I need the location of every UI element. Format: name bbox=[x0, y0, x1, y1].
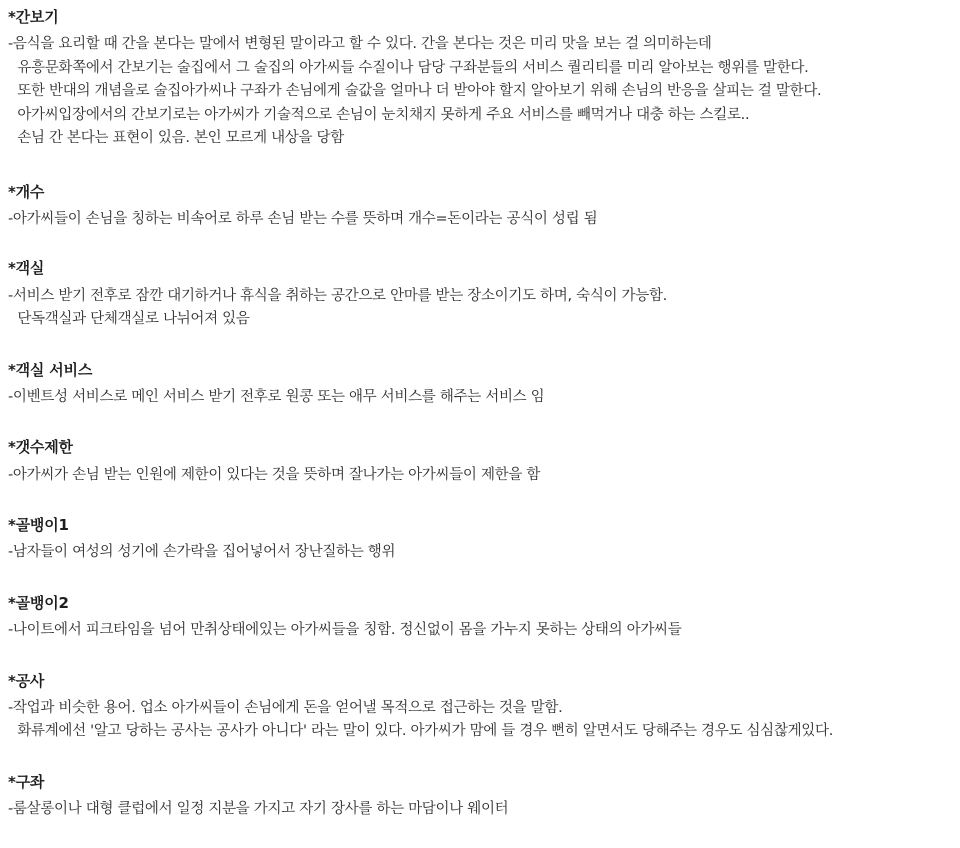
glossary-definition-line: -아가씨들이 손님을 칭하는 비속어로 하루 손님 받는 수를 뜻하며 개수=돈이라는 공식이 성립 됨 bbox=[8, 210, 598, 227]
glossary-definition-line: -아가씨가 손님 받는 인원에 제한이 있다는 것을 뜻하며 잘나가는 아가씨들이 제한을 함 bbox=[8, 466, 541, 483]
glossary-entry bbox=[8, 181, 950, 232]
glossary-term: *간보기 bbox=[8, 8, 59, 26]
glossary-entry bbox=[8, 257, 950, 331]
glossary-definition-line: 아가씨입장에서의 간보기로는 아가씨가 기술적으로 손님이 눈치채지 못하게 주요 서비스를 빼먹거나 대충 하는 스킬로.. bbox=[13, 106, 750, 123]
glossary-definition-line: -이벤트성 서비스로 메인 서비스 받기 전후로 원콩 또는 애무 서비스를 해주는 서비스 임 bbox=[8, 388, 545, 405]
glossary-definition-line: -음식을 요리할 때 간을 본다는 말에서 변형된 말이라고 할 수 있다. 간을 본다는 것은 미리 맛을 보는 걸 의미하는데 bbox=[8, 36, 712, 53]
glossary-entry bbox=[8, 514, 950, 565]
glossary-term: *골뱅이2 bbox=[8, 593, 69, 612]
glossary-entry bbox=[8, 670, 950, 744]
glossary-entry bbox=[8, 771, 950, 822]
glossary-term: *객실 bbox=[8, 259, 45, 278]
glossary-entry bbox=[8, 436, 950, 487]
glossary-definition-line: 화류계에선 '알고 당하는 공사는 공사가 아니다' 라는 말이 있다. 아가씨가 맘에 들 경우 뻔히 알면서도 당해주는 경우도 심심찮게있다. bbox=[13, 723, 834, 740]
glossary-definition-line: -작업과 비슷한 용어. 업소 아가씨들이 손님에게 돈을 얻어낼 목적으로 접근하는 것을 말함. bbox=[8, 699, 563, 716]
glossary-entry bbox=[8, 6, 950, 151]
glossary-term: *공사 bbox=[8, 671, 45, 690]
glossary-definition-line: -룸살롱이나 대형 클럽에서 일정 지분을 가지고 자기 장사를 하는 마담이나 웨이터 bbox=[8, 801, 509, 818]
glossary-definition-line: 단독객실과 단체객실로 나뉘어져 있음 bbox=[13, 311, 250, 328]
glossary-term: *갯수제한 bbox=[8, 438, 73, 457]
glossary-definition-line: -서비스 받기 전후로 잠깐 대기하거나 휴식을 취하는 공간으로 안마를 받는 장소이기도 하며, 숙식이 가능함. bbox=[8, 287, 667, 304]
glossary-entry bbox=[8, 359, 950, 410]
glossary-definition-line: 유흥문화쪽에서 간보기는 술집에서 그 술집의 아가씨들 수질이나 담당 구좌분들의 서비스 퀄리티를 미리 알아보는 행위를 말한다. bbox=[13, 59, 809, 76]
glossary-term: *객실 서비스 bbox=[8, 360, 93, 379]
glossary-definition-line: 또한 반대의 개념을로 술집아가씨나 구좌가 손님에게 술값을 얼마나 더 받아야 할지 알아보기 위해 손님의 반응을 살피는 걸 말한다. bbox=[13, 83, 822, 100]
glossary-definition-line: -남자들이 여성의 성기에 손가락을 집어넣어서 장난질하는 행위 bbox=[8, 544, 396, 561]
glossary-definition-line: 손님 간 본다는 표현이 있음. 본인 모르게 내상을 당함 bbox=[13, 130, 344, 147]
glossary-entry bbox=[8, 592, 950, 643]
glossary-term: *개수 bbox=[8, 182, 45, 201]
glossary-definition-line: -나이트에서 피크타임을 넘어 만취상태에있는 아가씨들을 칭함. 정신없이 몸을 가누지 못하는 상태의 아가씨들 bbox=[8, 622, 682, 639]
glossary-term: *구좌 bbox=[8, 772, 45, 791]
glossary-term: *골뱅이1 bbox=[8, 516, 69, 535]
